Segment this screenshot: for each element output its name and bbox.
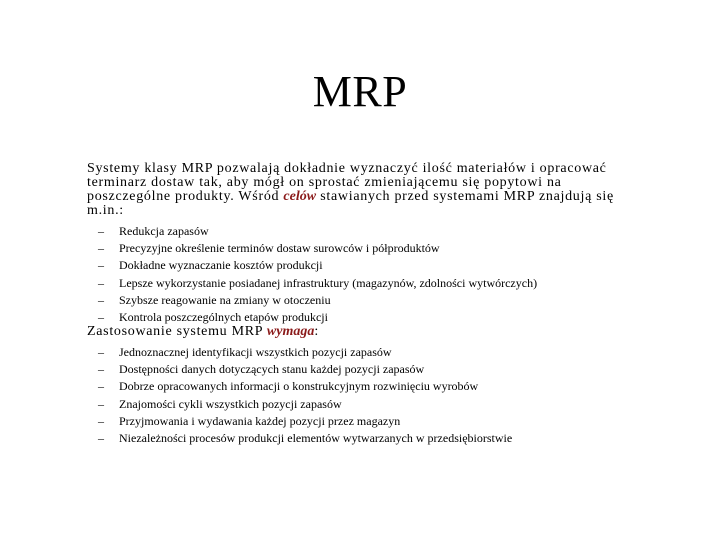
bullet-dash: – [98,224,104,238]
list-item-text: Precyzyjne określenie terminów dostaw surowców i półproduktów [119,241,440,256]
bullet-dash: – [98,379,104,394]
list-item-text: Dobrze opracowanych informacji o konstrukcyjnym rozwinięciu wyrobów [119,379,479,394]
requirements-list [0,344,512,447]
list-item-text: Redukcja zapasów [119,224,209,238]
list-item [0,378,512,395]
list-item-text: Dokładne wyznaczanie kosztów produkcji [119,258,323,273]
bullet-dash: – [98,292,104,307]
slide-title: MRP [312,67,408,116]
bullet-dash: – [98,413,104,428]
bullet-dash: – [98,431,104,446]
bullet-dash: – [98,396,104,411]
requirements-paragraph [87,325,647,339]
list-item [0,223,537,240]
bullet-dash: – [98,241,104,256]
bullet-dash: – [98,345,104,359]
list-item-text: Dostępności danych dotyczących stanu każdej pozycji zapasów [119,362,425,377]
list-item-text: Kontrola poszczególnych etapów produkcji [119,310,328,325]
list-item [0,413,512,430]
bullet-dash: – [98,258,104,273]
requirements-keyword: wymaga [266,324,315,339]
list-item-text: Lepsze wykorzystanie posiadanej infrastruktury (magazynów, zdolności wytwórczych) [119,275,538,290]
bullet-dash: – [98,310,104,325]
list-item-text: Szybsze reagowanie na zmiany w otoczeniu [119,292,331,307]
intro-text-before: Systemy klasy MRP pozwalają dokładnie wyznaczyć ilość materiałów i opracować terminarz dostaw tak, aby mógł on sprostać zmieniającemu się popytowi na poszczególne produkty. Wśród [87,161,607,204]
bullet-dash: – [98,362,104,377]
requirements-text-before: Zastosowanie systemu MRP [87,324,267,339]
intro-paragraph [87,162,647,218]
bullet-dash: – [98,275,104,290]
list-item [0,396,512,413]
list-item [0,257,537,274]
list-item-text: Niezależności procesów produkcji elementów wytwarzanych w przedsiębiorstwie [119,431,513,446]
list-item [0,275,537,292]
intro-text-after: stawianych przed systemami MRP znajdują się m.in.: [87,189,614,218]
list-item-text: Jednoznacznej identyfikacji wszystkich pozycji zapasów [119,345,392,359]
list-item [0,430,512,447]
list-item-text: Znajomości cykli wszystkich pozycji zapasów [119,396,342,411]
goals-list [0,223,537,326]
list-item-text: Przyjmowania i wydawania każdej pozycji przez magazyn [119,413,401,428]
list-item [0,344,512,361]
intro-keyword: celów [283,189,317,204]
list-item [0,240,537,257]
list-item [0,292,537,309]
requirements-text-after: : [314,324,319,339]
list-item [0,361,512,378]
